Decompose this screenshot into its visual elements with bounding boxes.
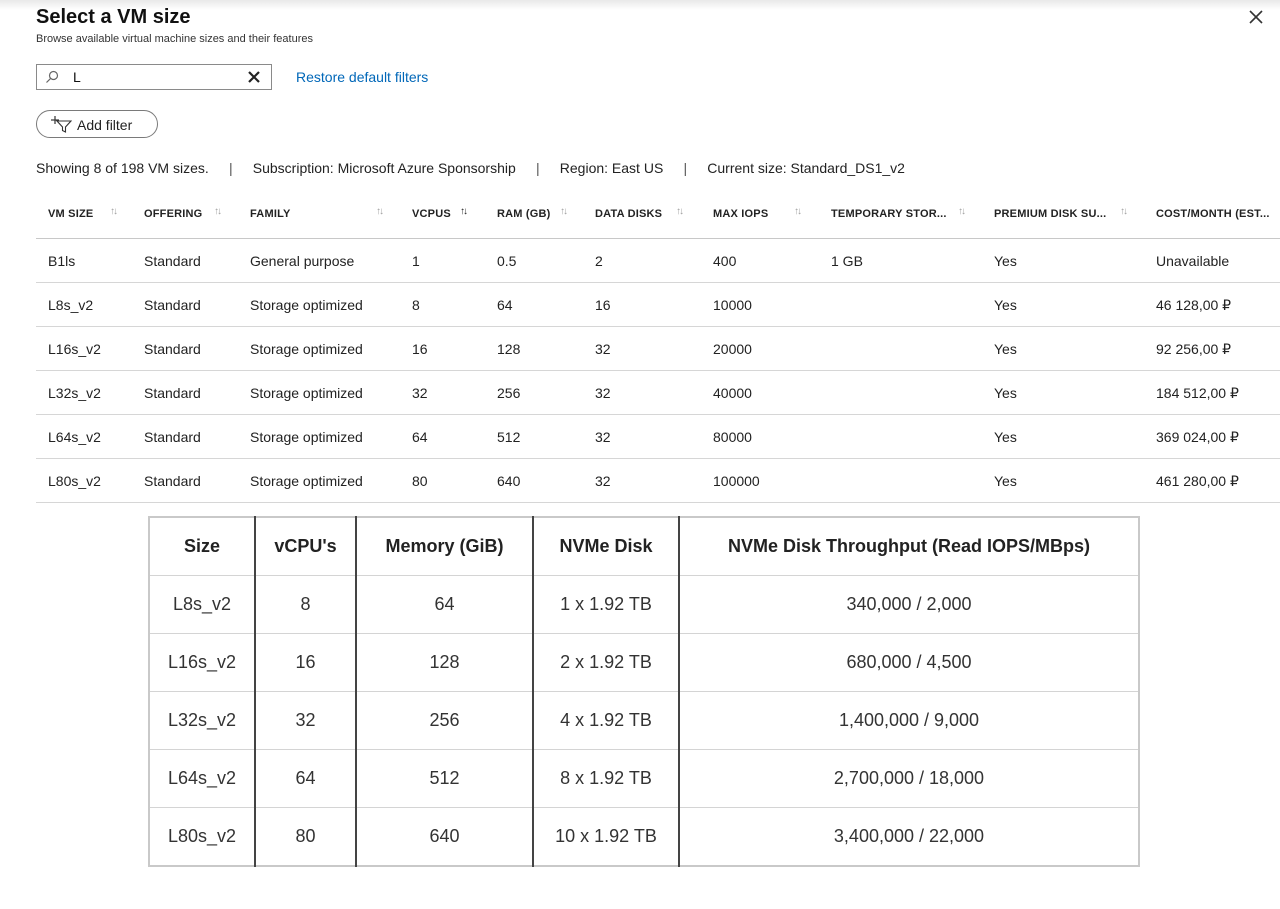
summary-showing: Showing 8 of 198 VM sizes.	[36, 160, 209, 176]
grid-header	[36, 196, 1280, 239]
cell-offering: Standard	[144, 385, 201, 401]
cell-cost-month: 369 024,00 ₽	[1156, 429, 1239, 445]
vm-size-grid	[36, 196, 1280, 503]
close-icon[interactable]	[1245, 6, 1267, 28]
spec-cell-size: L64s_v2	[149, 750, 255, 808]
vm-size-row[interactable]	[36, 327, 1280, 371]
grid-body	[36, 239, 1280, 503]
spec-header-row	[149, 517, 1139, 576]
cell-vcpus: 80	[412, 473, 428, 489]
spec-header-vcpus: vCPU's	[255, 517, 356, 576]
sort-icon[interactable]: ↑↓	[1120, 206, 1126, 217]
spec-cell-vcpus: 64	[255, 750, 356, 808]
col-vcpus[interactable]: VCPUS	[412, 208, 451, 220]
cell-cost-month: 46 128,00 ₽	[1156, 297, 1232, 313]
cell-premium-disk: Yes	[994, 473, 1017, 489]
summary-current-size: Current size: Standard_DS1_v2	[707, 160, 905, 176]
cell-vcpus: 16	[412, 341, 428, 357]
cell-data-disks: 32	[595, 429, 611, 445]
spec-row	[149, 634, 1139, 692]
search-box[interactable]	[36, 64, 272, 90]
spec-cell-throughput: 2,700,000 / 18,000	[679, 750, 1139, 808]
spec-cell-throughput: 1,400,000 / 9,000	[679, 692, 1139, 750]
cell-vcpus: 1	[412, 253, 420, 269]
spec-cell-nvme-disk: 4 x 1.92 TB	[533, 692, 679, 750]
spec-cell-memory: 640	[356, 808, 533, 867]
cell-ram: 0.5	[497, 253, 517, 269]
spec-row	[149, 692, 1139, 750]
summary-subscription: Subscription: Microsoft Azure Sponsorship	[252, 160, 516, 176]
cell-vcpus: 32	[412, 385, 428, 401]
spec-header-memory: Memory (GiB)	[356, 517, 533, 576]
summary-region: Region: East US	[559, 160, 664, 176]
cell-cost-month: 184 512,00 ₽	[1156, 385, 1239, 401]
spec-cell-vcpus: 80	[255, 808, 356, 867]
summary-separator: |	[683, 160, 688, 176]
cell-offering: Standard	[144, 253, 201, 269]
cell-offering: Standard	[144, 297, 201, 313]
cell-data-disks: 32	[595, 341, 611, 357]
spec-row	[149, 808, 1139, 867]
cell-ram: 128	[497, 341, 521, 357]
col-temporary-storage[interactable]: TEMPORARY STOR...	[831, 208, 947, 220]
lsv2-spec-table	[148, 516, 1140, 867]
spec-cell-size: L16s_v2	[149, 634, 255, 692]
vm-size-row[interactable]	[36, 415, 1280, 459]
cell-premium-disk: Yes	[994, 385, 1017, 401]
spec-cell-size: L80s_v2	[149, 808, 255, 867]
cell-cost-month: 92 256,00 ₽	[1156, 341, 1232, 357]
dialog-subtitle: Browse available virtual machine sizes and their features	[36, 33, 313, 45]
vm-size-row[interactable]	[36, 371, 1280, 415]
cell-max-iops: 40000	[713, 385, 752, 401]
cell-ram: 64	[497, 297, 513, 313]
cell-max-iops: 10000	[713, 297, 752, 313]
cell-family: Storage optimized	[250, 385, 363, 401]
cell-premium-disk: Yes	[994, 253, 1017, 269]
summary-bar	[36, 160, 905, 176]
cell-premium-disk: Yes	[994, 297, 1017, 313]
add-filter-label: Add filter	[77, 117, 133, 133]
col-max-iops[interactable]: MAX IOPS	[713, 208, 769, 220]
cell-data-disks: 32	[595, 473, 611, 489]
top-shade	[0, 0, 1280, 10]
cell-family: Storage optimized	[250, 297, 363, 313]
sort-icon[interactable]: ↑↓	[794, 206, 800, 217]
spec-cell-throughput: 3,400,000 / 22,000	[679, 808, 1139, 867]
cell-max-iops: 100000	[713, 473, 760, 489]
cell-family: Storage optimized	[250, 341, 363, 357]
sort-icon[interactable]: ↑↓	[560, 206, 566, 217]
col-family[interactable]: FAMILY	[250, 208, 291, 220]
cell-vm-size: L64s_v2	[48, 429, 101, 445]
spec-cell-vcpus: 32	[255, 692, 356, 750]
cell-max-iops: 80000	[713, 429, 752, 445]
cell-cost-month: Unavailable	[1156, 253, 1230, 269]
sort-ascending-icon[interactable]: ↑↓	[460, 206, 466, 217]
spec-row	[149, 750, 1139, 808]
add-filter-button[interactable]	[36, 110, 158, 138]
cell-ram: 512	[497, 429, 521, 445]
spec-cell-size: L8s_v2	[149, 576, 255, 634]
search-icon	[45, 70, 59, 84]
summary-separator: |	[228, 160, 233, 176]
sort-icon[interactable]: ↑↓	[958, 206, 964, 217]
cell-offering: Standard	[144, 429, 201, 445]
cell-max-iops: 400	[713, 253, 737, 269]
spec-cell-size: L32s_v2	[149, 692, 255, 750]
sort-icon[interactable]: ↑↓	[110, 206, 116, 217]
spec-cell-nvme-disk: 2 x 1.92 TB	[533, 634, 679, 692]
cell-vcpus: 8	[412, 297, 420, 313]
spec-cell-memory: 256	[356, 692, 533, 750]
cell-family: Storage optimized	[250, 429, 363, 445]
cell-temporary-storage: 1 GB	[831, 253, 863, 269]
sort-icon[interactable]: ↑↓	[214, 206, 220, 217]
spec-cell-throughput: 340,000 / 2,000	[679, 576, 1139, 634]
spec-cell-vcpus: 16	[255, 634, 356, 692]
spec-cell-vcpus: 8	[255, 576, 356, 634]
dialog-title: Select a VM size	[36, 6, 191, 28]
cell-offering: Standard	[144, 473, 201, 489]
col-premium-disk[interactable]: PREMIUM DISK SU...	[994, 208, 1107, 220]
vm-size-row[interactable]	[36, 283, 1280, 327]
cell-family: General purpose	[250, 253, 355, 269]
cell-cost-month: 461 280,00 ₽	[1156, 473, 1239, 489]
clear-search-icon[interactable]	[247, 70, 261, 84]
spec-body	[149, 576, 1139, 867]
cell-ram: 256	[497, 385, 521, 401]
cell-data-disks: 16	[595, 297, 611, 313]
summary-separator: |	[535, 160, 540, 176]
cell-vm-size: L32s_v2	[48, 385, 101, 401]
vm-size-row[interactable]	[36, 239, 1280, 283]
add-filter-icon	[50, 115, 72, 133]
spec-row	[149, 576, 1139, 634]
spec-cell-throughput: 680,000 / 4,500	[679, 634, 1139, 692]
cell-premium-disk: Yes	[994, 429, 1017, 445]
search-input[interactable]: L	[73, 69, 81, 85]
sort-icon[interactable]: ↑↓	[376, 206, 382, 217]
spec-cell-memory: 512	[356, 750, 533, 808]
cell-vm-size: L16s_v2	[48, 341, 101, 357]
spec-header-nvme-disk: NVMe Disk	[533, 517, 679, 576]
col-ram[interactable]: RAM (GB)	[497, 208, 551, 220]
cell-data-disks: 32	[595, 385, 611, 401]
col-offering[interactable]: OFFERING	[144, 208, 203, 220]
col-vm-size[interactable]: VM SIZE	[48, 208, 94, 220]
sort-icon[interactable]: ↑↓	[676, 206, 682, 217]
cell-vm-size: L80s_v2	[48, 473, 101, 489]
spec-cell-memory: 128	[356, 634, 533, 692]
cell-vm-size: L8s_v2	[48, 297, 94, 313]
restore-default-filters-link[interactable]: Restore default filters	[296, 69, 429, 85]
col-data-disks[interactable]: DATA DISKS	[595, 208, 663, 220]
col-cost-month[interactable]: COST/MONTH (EST...	[1156, 208, 1270, 220]
spec-cell-nvme-disk: 8 x 1.92 TB	[533, 750, 679, 808]
cell-max-iops: 20000	[713, 341, 752, 357]
spec-cell-memory: 64	[356, 576, 533, 634]
cell-vm-size: B1ls	[48, 253, 76, 269]
spec-header-throughput: NVMe Disk Throughput (Read IOPS/MBps)	[679, 517, 1139, 576]
cell-offering: Standard	[144, 341, 201, 357]
cell-data-disks: 2	[595, 253, 603, 269]
vm-size-row[interactable]	[36, 459, 1280, 503]
spec-cell-nvme-disk: 1 x 1.92 TB	[533, 576, 679, 634]
spec-cell-nvme-disk: 10 x 1.92 TB	[533, 808, 679, 867]
cell-family: Storage optimized	[250, 473, 363, 489]
cell-ram: 640	[497, 473, 521, 489]
cell-vcpus: 64	[412, 429, 428, 445]
spec-header-size: Size	[183, 536, 221, 556]
cell-premium-disk: Yes	[994, 341, 1017, 357]
